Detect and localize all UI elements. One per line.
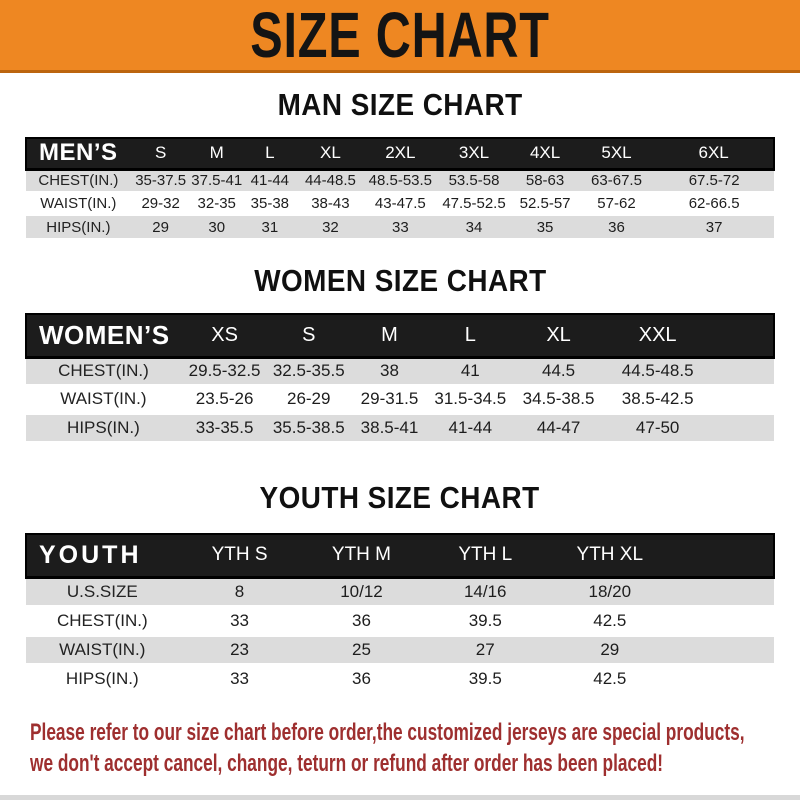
- size-value-cell: 43-47.5: [374, 195, 426, 212]
- size-value-cell: 41: [460, 361, 480, 380]
- column-header-blank: [709, 314, 774, 357]
- table-title-cell: WOMEN’S: [26, 314, 181, 357]
- size-value-cell: 33: [230, 669, 249, 689]
- size-value-cell: 38: [380, 361, 399, 380]
- section-heading-text: MAN SIZE CHART: [277, 87, 523, 122]
- footer-note-line1: Please refer to our size chart before order,the customized jerseys are special products,: [30, 719, 745, 746]
- size-value-cell: 47-50: [635, 417, 680, 437]
- column-header: XL: [511, 314, 607, 357]
- size-value-cell: 35.5-38.5: [272, 417, 345, 437]
- column-header: M: [191, 138, 243, 169]
- size-value-cell: 29: [152, 218, 169, 236]
- footer-note-line2: we don't accept cancel, change, teturn or refund after order has been placed!: [30, 750, 664, 777]
- table-row: [26, 635, 774, 664]
- size-value-cell: 52.5-57: [519, 195, 571, 212]
- table-row: [26, 664, 774, 693]
- column-header: 2XL: [364, 138, 437, 169]
- row-label: WAIST(IN.): [60, 389, 147, 408]
- size-value-cell: 29.5-32.5: [188, 361, 261, 380]
- size-value-cell: 67.5-72: [688, 172, 740, 190]
- column-header: 5XL: [579, 138, 655, 169]
- section-heading: [25, 481, 775, 515]
- column-header: 3XL: [437, 138, 512, 169]
- size-value-cell: 32.5-35.5: [272, 361, 345, 380]
- size-value-cell: 33: [230, 610, 249, 630]
- size-value-cell: 8: [234, 581, 245, 601]
- section-heading: [25, 88, 775, 122]
- table-row: [26, 169, 774, 192]
- table-row: [26, 192, 774, 215]
- size-value-cell: 37: [705, 218, 723, 236]
- row-label: CHEST(IN.): [56, 610, 148, 630]
- size-value-cell: 38.5-41: [360, 417, 419, 437]
- women-s-size-table: [25, 313, 775, 441]
- column-header: L: [430, 314, 511, 357]
- size-value-cell: 47.5-52.5: [442, 195, 506, 212]
- blank-cell: [671, 606, 774, 635]
- size-value-cell: 31.5-34.5: [434, 389, 507, 408]
- column-header: 4XL: [511, 138, 578, 169]
- size-value-cell: 14/16: [463, 581, 507, 601]
- column-header: XS: [181, 314, 269, 357]
- size-value-cell: 23.5-26: [195, 389, 254, 408]
- section-heading-text: WOMEN SIZE CHART: [253, 263, 547, 298]
- size-value-cell: 38-43: [311, 195, 350, 212]
- size-value-cell: 35-38: [250, 195, 290, 212]
- size-value-cell: 57-62: [597, 195, 636, 212]
- size-value-cell: 31: [261, 218, 279, 236]
- size-value-cell: 36: [608, 218, 625, 236]
- table-header-row: [26, 534, 774, 577]
- size-value-cell: 38.5-42.5: [621, 389, 694, 408]
- row-label: HIPS(IN.): [46, 218, 111, 236]
- size-value-cell: 29-32: [141, 195, 180, 212]
- table-title-cell: YOUTH: [26, 534, 179, 577]
- blank-cell: [709, 413, 774, 441]
- column-header: L: [243, 138, 297, 169]
- column-header: YTH S: [179, 534, 301, 577]
- size-value-cell: 44.5-48.5: [621, 361, 694, 380]
- size-value-cell: 39.5: [468, 610, 502, 630]
- section-heading-text: YOUTH SIZE CHART: [259, 480, 541, 515]
- size-value-cell: 35-37.5: [135, 172, 187, 190]
- size-value-cell: 42.5: [593, 610, 627, 630]
- column-header: YTH XL: [548, 534, 671, 577]
- table-row: [26, 357, 774, 385]
- banner: [0, 0, 800, 73]
- size-value-cell: 41-44: [448, 417, 493, 437]
- size-value-cell: 44-48.5: [304, 172, 356, 190]
- size-value-cell: 27: [475, 639, 495, 659]
- row-label: CHEST(IN.): [38, 172, 119, 190]
- size-value-cell: 30: [208, 218, 226, 236]
- size-value-cell: 18/20: [588, 581, 632, 601]
- size-value-cell: 63-67.5: [591, 172, 642, 190]
- column-header: YTH M: [301, 534, 423, 577]
- size-value-cell: 32-35: [197, 195, 236, 212]
- size-value-cell: 34: [465, 218, 483, 236]
- column-header: S: [131, 138, 191, 169]
- column-header: XL: [297, 138, 364, 169]
- table-row: [26, 577, 774, 606]
- section-women-size-chart: [25, 264, 775, 441]
- men-s-size-table: [25, 137, 775, 238]
- section-heading: [25, 264, 775, 298]
- size-value-cell: 29: [600, 639, 620, 659]
- row-label: HIPS(IN.): [67, 417, 140, 437]
- table-header-row: [26, 314, 774, 357]
- column-header: S: [268, 314, 349, 357]
- table-row: [26, 215, 774, 238]
- blank-cell: [671, 664, 774, 693]
- column-header: 6XL: [654, 138, 774, 169]
- size-value-cell: 37.5-41: [191, 172, 243, 190]
- size-value-cell: 35: [536, 218, 554, 236]
- size-value-cell: 36: [352, 669, 371, 689]
- size-value-cell: 42.5: [593, 669, 627, 689]
- size-value-cell: 23: [230, 639, 249, 659]
- banner-title: SIZE CHART: [250, 0, 550, 71]
- row-label: U.S.SIZE: [66, 581, 138, 601]
- column-header: M: [349, 314, 430, 357]
- image-bottom-edge: [0, 795, 800, 800]
- section-man-size-chart: [25, 88, 775, 238]
- column-header-blank: [671, 534, 774, 577]
- table-row: [26, 385, 774, 413]
- size-value-cell: 62-66.5: [688, 195, 740, 212]
- size-value-cell: 44-47: [536, 417, 581, 437]
- size-value-cell: 36: [352, 610, 371, 630]
- youth-size-table: [25, 533, 775, 693]
- size-value-cell: 39.5: [468, 669, 502, 689]
- size-value-cell: 53.5-58: [448, 172, 500, 190]
- table-header-row: [26, 138, 774, 169]
- size-value-cell: 33-35.5: [195, 417, 254, 437]
- size-value-cell: 29-31.5: [360, 389, 419, 408]
- blank-cell: [709, 357, 774, 385]
- row-label: CHEST(IN.): [58, 361, 149, 380]
- size-value-cell: 41-44: [250, 172, 290, 190]
- column-header: XXL: [606, 314, 708, 357]
- blank-cell: [671, 577, 774, 606]
- row-label: WAIST(IN.): [40, 195, 117, 212]
- table-title-cell: MEN’S: [26, 138, 131, 169]
- size-value-cell: 10/12: [340, 581, 383, 601]
- size-value-cell: 34.5-38.5: [522, 389, 595, 408]
- size-value-cell: 48.5-53.5: [368, 172, 433, 190]
- size-value-cell: 26-29: [286, 389, 331, 408]
- size-value-cell: 58-63: [525, 172, 565, 190]
- size-chart-sections: [0, 88, 800, 693]
- table-row: [26, 606, 774, 635]
- blank-cell: [709, 385, 774, 413]
- size-value-cell: 44.5: [542, 361, 576, 380]
- footer-note: [30, 717, 800, 779]
- column-header: YTH L: [422, 534, 548, 577]
- row-label: WAIST(IN.): [59, 639, 146, 659]
- row-label: HIPS(IN.): [65, 669, 139, 689]
- table-row: [26, 413, 774, 441]
- section-youth-size-chart: [25, 481, 775, 693]
- size-value-cell: 32: [322, 218, 339, 236]
- blank-cell: [671, 635, 774, 664]
- size-value-cell: 25: [352, 639, 371, 659]
- size-value-cell: 33: [391, 218, 409, 236]
